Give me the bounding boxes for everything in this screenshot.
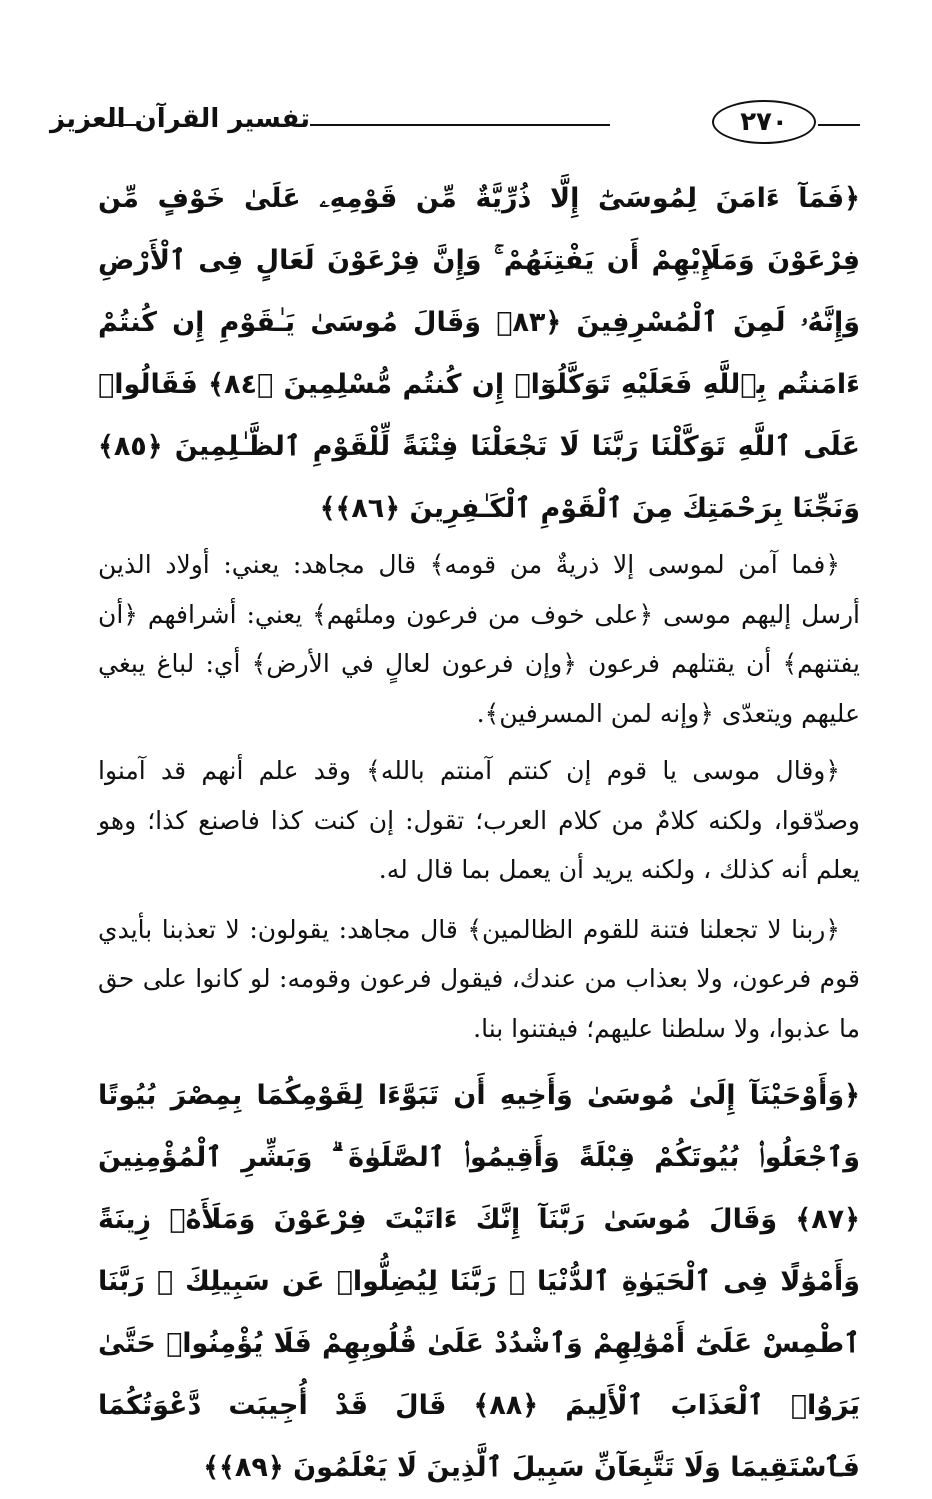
page-body xyxy=(98,168,860,1499)
paragraph-gap xyxy=(98,738,860,746)
header-rule-right xyxy=(818,124,860,126)
header-rule-middle xyxy=(310,124,610,126)
commentary-paragraph xyxy=(98,905,860,1054)
verse-line: ﴿وَأَوْحَيْنَآ إِلَىٰ مُوسَىٰ وَأَخِيهِ أَن تَبَوَّءَا لِقَوْمِكُمَا بِمِصْرَ بُيُوتًا وَٱجْعَلُوا۟ بُيُوتَكُمْ قِبْلَةً xyxy=(98,1080,860,1173)
commentary-line: بأيدي قوم فرعون، ولا بعذاب من عندك، فيقول فرعون وقومه: لو كانوا xyxy=(98,914,861,993)
commentary-line: أرسل إليهم موسى ﴿على خوف من فرعون وملئهم﴾ يعني: أشرافهم ﴿أن xyxy=(98,599,860,629)
commentary-line: ﴿وقال موسى يا قوم إن كنتم آمنتم بالله﴾ وقد علم أنهم قد آمنوا وصدّقوا، xyxy=(98,756,861,835)
commentary-paragraph xyxy=(98,746,860,895)
commentary-line: ﴿ربنا لا تجعلنا فتنة للقوم الظالمين﴾ قال مجاهد: يقولون: لا تعذبنا xyxy=(161,914,840,944)
verse-line: تَتَّبِعَآنِّ سَبِيلَ ٱلَّذِينَ لَا يَعْلَمُونَ ﴿٨٩﴾﴾ xyxy=(203,1452,675,1483)
commentary-paragraph xyxy=(98,540,860,738)
paragraph-gap xyxy=(98,895,860,905)
verse-line: ﴿٨٥﴾ وَنَجِّنَا بِرَحْمَتِكَ مِنَ ٱلْقَوْمِ ٱلْكَـٰفِرِينَ ﴿٨٦﴾﴾ xyxy=(98,431,860,524)
verse-line: وَإِنَّ فِرْعَوْنَ لَعَالٍ فِى ٱلْأَرْضِ وَإِنَّهُۥ لَمِنَ ٱلْمُسْرِفِينَ ﴿٨٣﴾ وَقَالَ مُوسَىٰ يَـٰقَوْمِ إِن كُنتُمْ ءَامَنتُم بِٱللَّهِ xyxy=(98,245,860,400)
verse-line: زِينَةً وَأَمْوَٰلًا فِى ٱلْحَيَوٰةِ ٱلدُّنْيَا ۖ رَبَّنَا لِيُضِلُّوا۟ عَن سَبِيلِكَ ۖ رَبَّنَا ٱطْمِسْ عَلَىٰٓ أَمْوَٰلِهِمْ وَٱشْدُدْ عَلَىٰ xyxy=(98,1204,860,1359)
commentary-line: كذلك ، ولكنه يريد أن يعمل بما قال له. xyxy=(378,855,773,884)
verse-line: وَأَقِيمُوا۟ ٱلصَّلَوٰةَ ۗ وَبَشِّرِ ٱلْمُؤْمِنِينَ ﴿٨٧﴾ وَقَالَ مُوسَىٰ رَبَّنَآ إِنَّكَ ءَاتَيْتَ فِرْعَوْنَ وَمَلَأَهُۥ xyxy=(98,1142,860,1235)
quran-verse-block xyxy=(98,1065,860,1499)
commentary-line: على حق ما عذبوا، ولا سلطنا عليهم؛ فيفتنوا بنا. xyxy=(98,964,860,1043)
commentary-line: يفتنهم﴾ أن يقتلهم فرعون ﴿وإن فرعون لعالٍ في الأرض﴾ أي: لباغ يبغي xyxy=(98,649,860,678)
verse-line: ﴿فَمَآ ءَامَنَ لِمُوسَىٰٓ إِلَّا ذُرِّيَّةٌ مِّن قَوْمِهِۦ عَلَىٰ خَوْفٍ مِّن فِرْعَوْنَ وَمَلَإِيْهِمْ أَن يَفْتِنَهُمْ ۚ xyxy=(98,183,860,276)
verse-line: قُلُوبِهِمْ فَلَا يُؤْمِنُوا۟ حَتَّىٰ يَرَوُا۟ ٱلْعَذَابَ ٱلْأَلِيمَ ﴿٨٨﴾ قَالَ قَدْ أُجِيبَت دَّعْوَتُكُمَا فَٱسْتَقِيمَا وَلَا xyxy=(98,1328,860,1483)
commentary-line: ولكنه كلامٌ من كلام العرب؛ تقول: إن كنت كذا فاصنع كذا؛ وهو يعلم أنه xyxy=(98,805,860,884)
paragraph-gap xyxy=(98,1053,860,1065)
running-title: تفسير القرآن العزيز xyxy=(50,104,310,134)
verse-line: فَعَلَيْهِ تَوَكَّلُوٓا۟ إِن كُنتُم مُّسْلِمِينَ ﴿٨٤﴾ فَقَالُوا۟ عَلَى ٱللَّهِ تَوَكَّلْنَا رَبَّنَا لَا تَجْعَلْنَا فِتْنَةً لِّلْقَوْمِ ٱلظَّـٰلِمِينَ xyxy=(98,369,860,462)
quran-verse-block xyxy=(98,168,860,540)
commentary-line: عليهم ويتعدّى ﴿وإنه لمن المسرفين﴾. xyxy=(476,698,860,728)
commentary-line: ﴿فما آمن لموسى إلا ذريةٌ من قومه﴾ قال مجاهد: يعني: أولاد الذين xyxy=(98,550,840,579)
page-header xyxy=(50,98,860,150)
page-number: ٢٧٠ xyxy=(712,100,816,144)
